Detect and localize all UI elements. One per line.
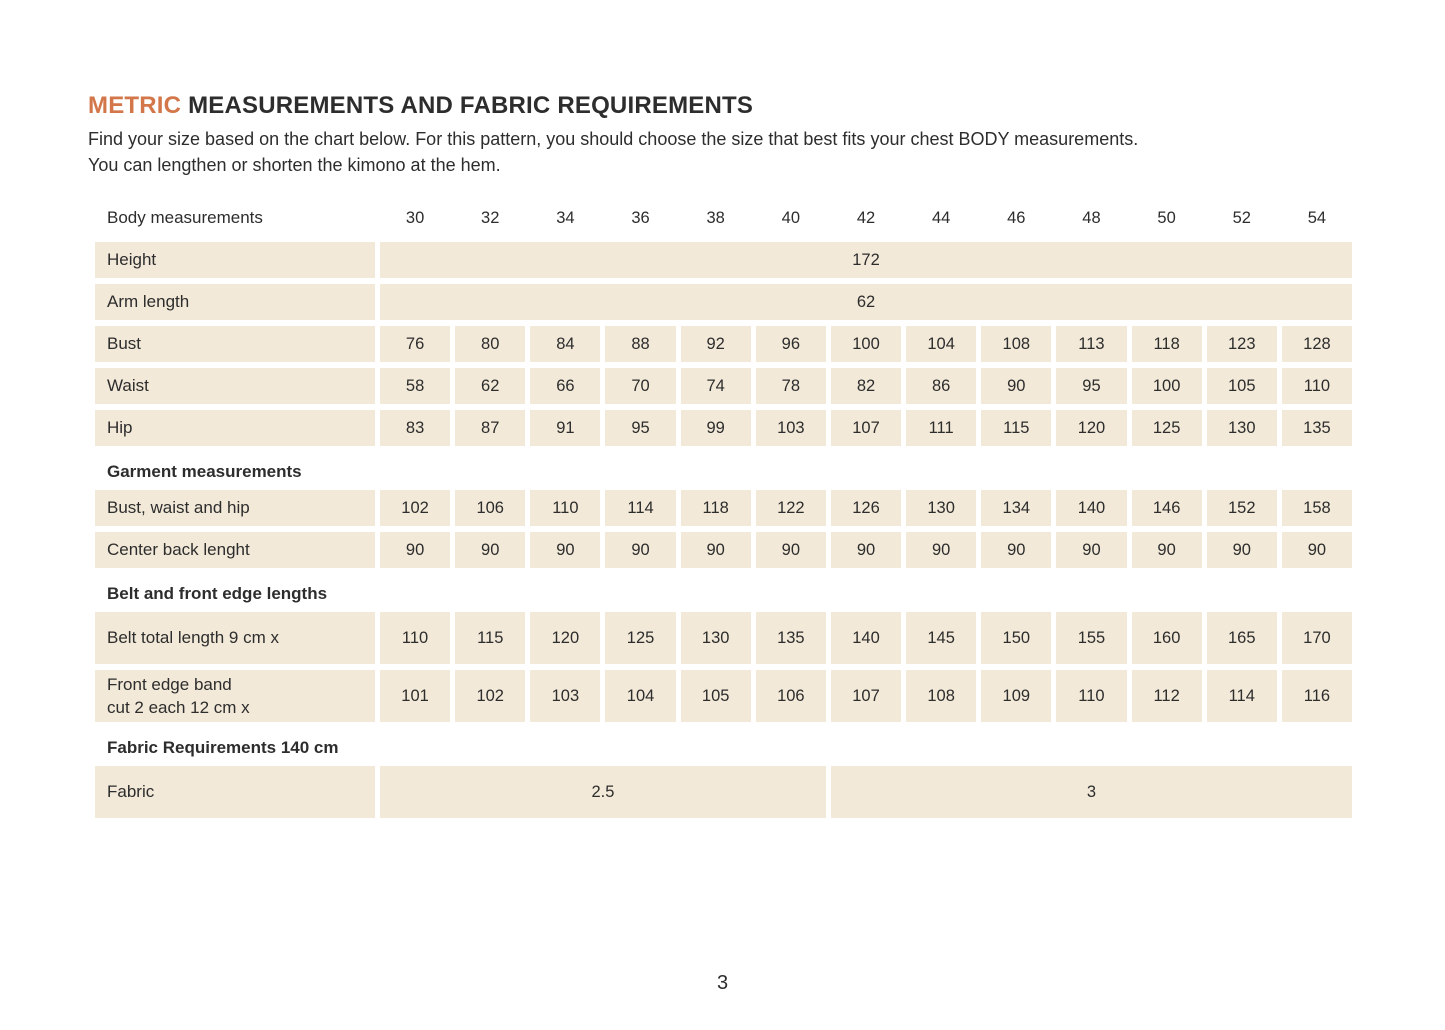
measurement-cell: 130 bbox=[906, 490, 976, 526]
measurement-cell: 91 bbox=[530, 410, 600, 446]
size-column-header: 48 bbox=[1082, 208, 1101, 227]
measurement-cell: 100 bbox=[1132, 368, 1202, 404]
measurement-cell: 155 bbox=[1056, 612, 1126, 664]
measurement-cell: 58 bbox=[380, 368, 450, 404]
measurement-cell: 90 bbox=[681, 532, 751, 568]
table-row bbox=[95, 326, 1352, 362]
measurement-cell: 110 bbox=[1282, 368, 1352, 404]
measurement-cell: 115 bbox=[981, 410, 1051, 446]
table-row bbox=[95, 242, 1352, 278]
section-heading: Garment measurements bbox=[107, 462, 302, 481]
measurement-cell: 90 bbox=[380, 532, 450, 568]
measurement-cell: 78 bbox=[756, 368, 826, 404]
row-label: Front edge band cut 2 each 12 cm x bbox=[95, 670, 375, 722]
table-row bbox=[95, 410, 1352, 446]
measurement-cell: 90 bbox=[831, 532, 901, 568]
measurement-cell: 140 bbox=[831, 612, 901, 664]
measurement-cell: 122 bbox=[756, 490, 826, 526]
measurement-cell: 95 bbox=[605, 410, 675, 446]
measurement-cell: 90 bbox=[605, 532, 675, 568]
size-column-header: 44 bbox=[931, 208, 951, 227]
table-row bbox=[95, 284, 1352, 320]
row-label: Height bbox=[95, 242, 375, 278]
intro-text bbox=[88, 126, 1358, 178]
table-row bbox=[95, 532, 1352, 568]
measurement-cell: 80 bbox=[455, 326, 525, 362]
measurement-cell: 120 bbox=[530, 612, 600, 664]
column-header-label: Body measurements bbox=[107, 208, 263, 227]
measurement-cell: 105 bbox=[1207, 368, 1277, 404]
measurement-cell: 113 bbox=[1056, 326, 1126, 362]
measurement-cell: 126 bbox=[831, 490, 901, 526]
measurement-cell: 107 bbox=[831, 670, 901, 722]
measurement-cell: 90 bbox=[455, 532, 525, 568]
size-column-header: 50 bbox=[1157, 208, 1176, 227]
page-title bbox=[88, 92, 1358, 120]
measurement-cell: 86 bbox=[906, 368, 976, 404]
measurement-cell: 82 bbox=[831, 368, 901, 404]
measurement-cell: 130 bbox=[681, 612, 751, 664]
measurement-cell: 111 bbox=[906, 410, 976, 446]
measurement-cell: 92 bbox=[681, 326, 751, 362]
measurement-cell: 83 bbox=[380, 410, 450, 446]
size-column-header: 52 bbox=[1232, 208, 1251, 227]
measurement-cell: 128 bbox=[1282, 326, 1352, 362]
row-label: Hip bbox=[95, 410, 375, 446]
table-header-row bbox=[95, 200, 1352, 236]
measurement-cell: 134 bbox=[981, 490, 1051, 526]
measurement-cell: 66 bbox=[530, 368, 600, 404]
measurement-cell: 105 bbox=[681, 670, 751, 722]
section-heading: Fabric Requirements 140 cm bbox=[107, 738, 339, 757]
measurement-cell: 108 bbox=[906, 670, 976, 722]
intro-line-2: You can lengthen or shorten the kimono at the hem. bbox=[88, 155, 501, 175]
measurement-cell: 145 bbox=[906, 612, 976, 664]
measurement-cell: 2.5 bbox=[380, 766, 826, 818]
measurement-cell: 125 bbox=[1132, 410, 1202, 446]
measurement-cell: 102 bbox=[380, 490, 450, 526]
row-label: Center back lenght bbox=[95, 532, 375, 568]
title-rest: MEASUREMENTS AND FABRIC REQUIREMENTS bbox=[181, 92, 754, 119]
measurement-cell: 90 bbox=[1132, 532, 1202, 568]
measurement-cell: 96 bbox=[756, 326, 826, 362]
measurement-cell: 90 bbox=[756, 532, 826, 568]
measurement-cell: 112 bbox=[1132, 670, 1202, 722]
measurement-cell: 165 bbox=[1207, 612, 1277, 664]
measurement-cell: 90 bbox=[530, 532, 600, 568]
measurement-cell: 103 bbox=[530, 670, 600, 722]
measurement-cell: 90 bbox=[1282, 532, 1352, 568]
measurement-cell: 100 bbox=[831, 326, 901, 362]
measurement-cell: 62 bbox=[455, 368, 525, 404]
measurement-cell: 150 bbox=[981, 612, 1051, 664]
measurement-cell: 90 bbox=[1207, 532, 1277, 568]
size-column-header: 40 bbox=[781, 208, 801, 227]
measurement-cell: 114 bbox=[605, 490, 675, 526]
measurement-cell: 158 bbox=[1282, 490, 1352, 526]
measurement-cell: 99 bbox=[681, 410, 751, 446]
measurement-cell: 84 bbox=[530, 326, 600, 362]
measurement-cell: 160 bbox=[1132, 612, 1202, 664]
measurement-cell: 88 bbox=[605, 326, 675, 362]
measurement-cell: 135 bbox=[1282, 410, 1352, 446]
row-label: Arm length bbox=[95, 284, 375, 320]
row-label: Bust, waist and hip bbox=[95, 490, 375, 526]
measurement-cell: 110 bbox=[530, 490, 600, 526]
measurement-cell: 125 bbox=[605, 612, 675, 664]
measurement-cell: 110 bbox=[380, 612, 450, 664]
measurement-cell: 130 bbox=[1207, 410, 1277, 446]
measurement-cell: 115 bbox=[455, 612, 525, 664]
table-row bbox=[95, 368, 1352, 404]
measurement-cell: 146 bbox=[1132, 490, 1202, 526]
row-label: Belt total length 9 cm x bbox=[95, 612, 375, 664]
measurement-cell: 170 bbox=[1282, 612, 1352, 664]
measurement-cell: 90 bbox=[906, 532, 976, 568]
table-row bbox=[95, 766, 1352, 818]
measurement-cell: 62 bbox=[380, 284, 1352, 320]
measurement-cell: 108 bbox=[981, 326, 1051, 362]
size-column-header: 42 bbox=[856, 208, 876, 227]
measurement-cell: 120 bbox=[1056, 410, 1126, 446]
measurement-cell: 116 bbox=[1282, 670, 1352, 722]
row-label: Fabric bbox=[95, 766, 375, 818]
size-column-header: 32 bbox=[481, 208, 500, 227]
measurement-cell: 90 bbox=[981, 368, 1051, 404]
table-row bbox=[95, 490, 1352, 526]
table-row bbox=[95, 670, 1352, 722]
page-number: 3 bbox=[716, 972, 729, 994]
measurement-cell: 104 bbox=[906, 326, 976, 362]
measurement-cell: 103 bbox=[756, 410, 826, 446]
size-column-header: 30 bbox=[405, 208, 425, 227]
size-chart-table bbox=[95, 200, 1352, 818]
title-highlight: METRIC bbox=[88, 92, 182, 119]
measurement-cell: 152 bbox=[1207, 490, 1277, 526]
section-heading: Belt and front edge lengths bbox=[107, 584, 328, 603]
measurement-cell: 114 bbox=[1207, 670, 1277, 722]
measurement-cell: 74 bbox=[681, 368, 751, 404]
measurement-cell: 107 bbox=[831, 410, 901, 446]
size-column-header: 46 bbox=[1007, 208, 1026, 227]
measurement-cell: 110 bbox=[1056, 670, 1126, 722]
row-label: Waist bbox=[95, 368, 375, 404]
measurement-cell: 95 bbox=[1056, 368, 1126, 404]
measurement-cell: 87 bbox=[455, 410, 525, 446]
measurement-cell: 172 bbox=[380, 242, 1352, 278]
measurement-cell: 135 bbox=[756, 612, 826, 664]
measurement-cell: 70 bbox=[605, 368, 675, 404]
size-column-header: 36 bbox=[631, 208, 650, 227]
measurement-cell: 90 bbox=[981, 532, 1051, 568]
page-content bbox=[88, 92, 1358, 824]
measurement-cell: 123 bbox=[1207, 326, 1277, 362]
table-row bbox=[95, 612, 1352, 664]
measurement-cell: 101 bbox=[380, 670, 450, 722]
row-label: Bust bbox=[95, 326, 375, 362]
intro-line-1: Find your size based on the chart below. For this pattern, you should choose the size that best fits your chest BODY measurements. bbox=[88, 129, 1139, 149]
measurement-cell: 102 bbox=[455, 670, 525, 722]
measurement-cell: 118 bbox=[681, 490, 751, 526]
measurement-cell: 104 bbox=[605, 670, 675, 722]
measurement-cell: 118 bbox=[1132, 326, 1202, 362]
size-column-header: 38 bbox=[706, 208, 725, 227]
size-column-header: 54 bbox=[1307, 208, 1327, 227]
measurement-cell: 76 bbox=[380, 326, 450, 362]
measurement-cell: 106 bbox=[455, 490, 525, 526]
measurement-cell: 109 bbox=[981, 670, 1051, 722]
measurement-cell: 140 bbox=[1056, 490, 1126, 526]
measurement-cell: 3 bbox=[831, 766, 1352, 818]
measurement-cell: 106 bbox=[756, 670, 826, 722]
measurement-cell: 90 bbox=[1056, 532, 1126, 568]
size-column-header: 34 bbox=[556, 208, 575, 227]
